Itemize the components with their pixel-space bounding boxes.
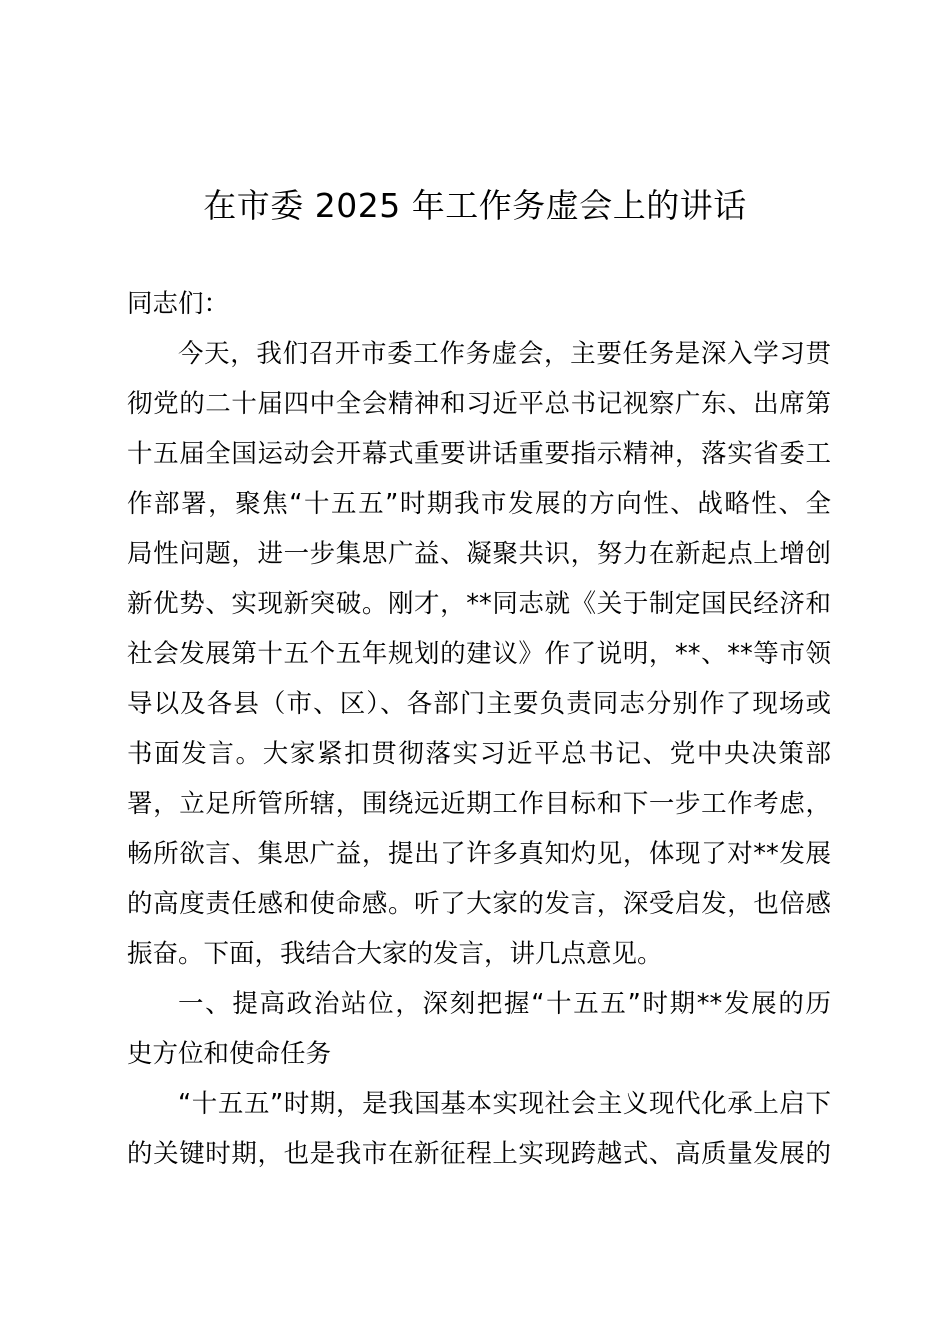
heading-line: 史方位和使命任务 <box>127 1039 332 1069</box>
paragraph-line: 振奋。下面，我结合大家的发言，讲几点意见。 <box>127 939 663 969</box>
paragraph-line: 的关键时期，也是我市在新征程上实现跨越式、高质量发展的 <box>127 1139 831 1169</box>
paragraph-line: 畅所欲言、集思广益，提出了许多真知灼见，体现了对**发展 <box>127 839 831 869</box>
paragraph-line: 彻党的二十届四中全会精神和习近平总书记视察广东、出席第 <box>127 389 831 419</box>
paragraph-line: 新优势、实现新突破。刚才，**同志就《关于制定国民经济和 <box>127 589 831 619</box>
paragraph-line: “十五五”时期，是我国基本实现社会主义现代化承上启下 <box>178 1089 831 1119</box>
paragraph-line: 作部署，聚焦“十五五”时期我市发展的方向性、战略性、全 <box>127 489 831 519</box>
paragraph-line: 今天，我们召开市委工作务虚会，主要任务是深入学习贯 <box>178 339 831 369</box>
paragraph-line: 书面发言。大家紧扣贯彻落实习近平总书记、党中央决策部 <box>127 739 831 769</box>
paragraph-line: 局性问题，进一步集思广益、凝聚共识，努力在新起点上增创 <box>127 539 831 569</box>
paragraph-line: 的高度责任感和使命感。听了大家的发言，深受启发，也倍感 <box>127 889 831 919</box>
heading-line: 一、提高政治站位，深刻把握“十五五”时期**发展的历 <box>178 989 831 1019</box>
salutation: 同志们： <box>127 289 230 319</box>
paragraph-line: 署，立足所管所辖，围绕远近期工作目标和下一步工作考虑， <box>127 789 831 819</box>
paragraph-line: 导以及各县（市、区）、各部门主要负责同志分别作了现场或 <box>127 689 831 719</box>
document-title: 在市委 2025 年工作务虚会上的讲话 <box>203 186 747 225</box>
paragraph-line: 十五届全国运动会开幕式重要讲话重要指示精神，落实省委工 <box>127 439 831 469</box>
paragraph-line: 社会发展第十五个五年规划的建议》作了说明，**、**等市领 <box>127 639 831 669</box>
